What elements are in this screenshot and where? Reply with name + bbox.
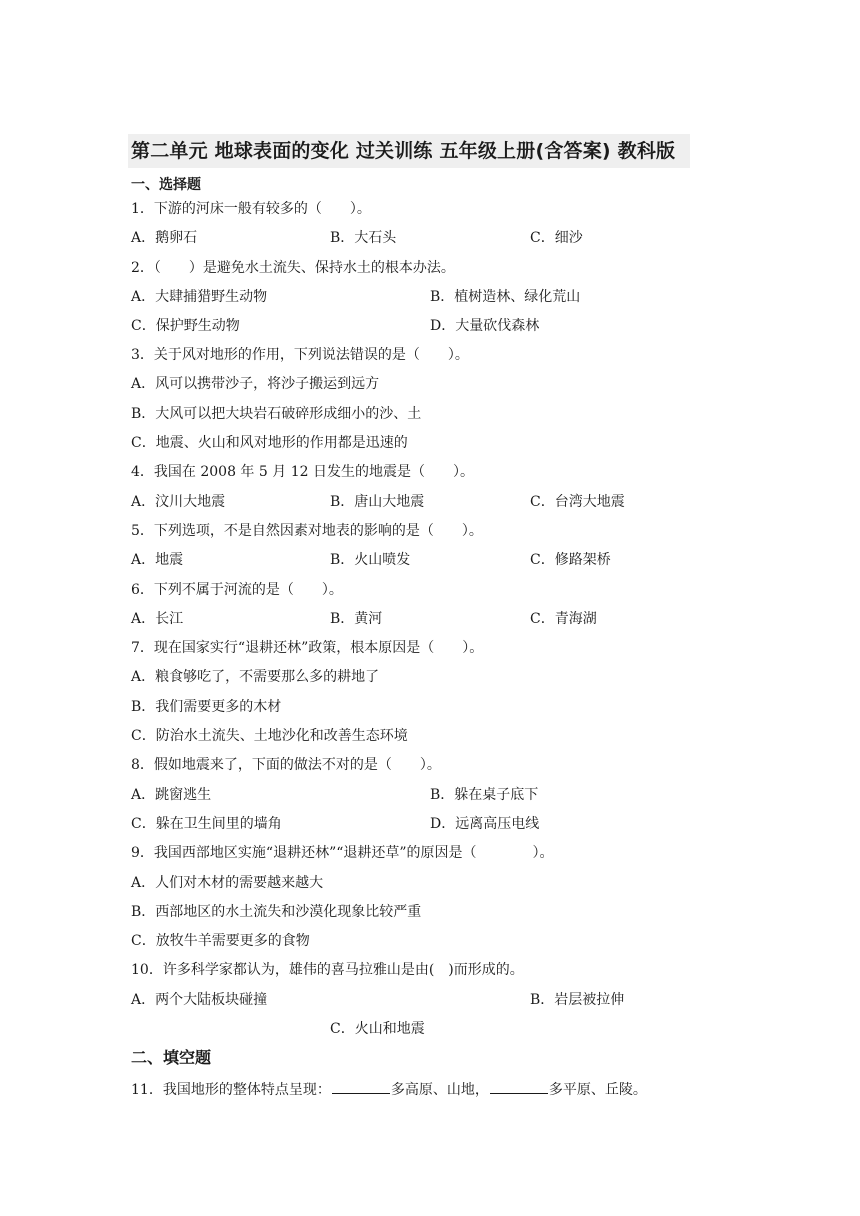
- question-10-option-c: C．火山和地震: [330, 1021, 425, 1037]
- question-8-option-b: B．躲在桌子底下: [430, 787, 539, 803]
- question-8-option-d: D．远离高压电线: [430, 816, 540, 832]
- question-3-option-c: C．地震、火山和风对地形的作用都是迅速的: [131, 435, 408, 451]
- question-4-option-b: B．唐山大地震: [330, 494, 425, 510]
- question-7-option-a: A．粮食够吃了，不需要那么多的耕地了: [131, 669, 380, 685]
- question-2-option-b: B．植树造林、绿化荒山: [430, 289, 581, 305]
- question-2-stem: 2．（ ）是避免水土流失、保持水土的根本办法。: [131, 260, 455, 276]
- question-5-stem: 5．下列选项，不是自然因素对地表的影响的是（ ）。: [131, 523, 483, 539]
- question-5-option-a: A．地震: [131, 552, 184, 568]
- question-1-option-c: C．细沙: [530, 230, 583, 246]
- question-11-part-1: 11．我国地形的整体特点呈现：: [131, 1082, 331, 1098]
- question-3-option-a: A．风可以携带沙子，将沙子搬运到远方: [131, 376, 380, 392]
- question-1-option-b: B．大石头: [330, 230, 397, 246]
- section-fill-heading: 二、填空题: [131, 1048, 212, 1067]
- question-2-option-d: D．大量砍伐森林: [430, 318, 540, 334]
- question-2-option-c: C．保护野生动物: [131, 318, 240, 334]
- question-5-option-c: C．修路架桥: [530, 552, 611, 568]
- question-6-stem: 6．下列不属于河流的是（ ）。: [131, 582, 343, 598]
- question-9-option-b: B．西部地区的水土流失和沙漠化现象比较严重: [131, 904, 422, 920]
- section-choice-heading: 一、选择题: [131, 177, 201, 193]
- question-2-option-a: A．大肆捕猎野生动物: [131, 289, 268, 305]
- question-5-option-b: B．火山喷发: [330, 552, 411, 568]
- question-7-option-b: B．我们需要更多的木材: [131, 699, 282, 715]
- question-1-stem: 1．下游的河床一般有较多的（ ）。: [131, 201, 371, 217]
- document-title: 第二单元 地球表面的变化 过关训练 五年级上册(含答案) 教科版: [131, 140, 676, 162]
- question-11: [131, 1079, 647, 1100]
- question-3-option-b: B．大风可以把大块岩石破碎形成细小的沙、土: [131, 406, 422, 422]
- question-1-option-a: A．鹅卵石: [131, 230, 198, 246]
- question-9-stem: 9．我国西部地区实施“退耕还林”“退耕还草”的原因是（ ）。: [131, 845, 554, 861]
- question-9-option-a: A．人们对木材的需要越来越大: [131, 875, 324, 891]
- question-4-option-c: C．台湾大地震: [530, 494, 625, 510]
- question-6-option-b: B．黄河: [330, 611, 383, 627]
- fill-blank-2[interactable]: [490, 1079, 548, 1094]
- fill-blank-1[interactable]: [332, 1079, 390, 1094]
- question-7-option-c: C．防治水土流失、土地沙化和改善生态环境: [131, 728, 408, 744]
- question-6-option-c: C．青海湖: [530, 611, 597, 627]
- question-3-stem: 3．关于风对地形的作用，下列说法错误的是（ ）。: [131, 347, 469, 363]
- question-11-part-3: 多平原、丘陵。: [548, 1082, 647, 1098]
- question-4-option-a: A．汶川大地震: [131, 494, 226, 510]
- question-10-option-b: B．岩层被拉伸: [530, 992, 625, 1008]
- question-6-option-a: A．长江: [131, 611, 184, 627]
- question-8-option-c: C．躲在卫生间里的墙角: [131, 816, 282, 832]
- question-7-stem: 7．现在国家实行“退耕还林”政策，根本原因是（ ）。: [131, 640, 484, 656]
- question-8-option-a: A．跳窗逃生: [131, 787, 212, 803]
- question-10-option-a: A．两个大陆板块碰撞: [131, 992, 268, 1008]
- question-10-stem: 10．许多科学家都认为，雄伟的喜马拉雅山是由( )而形成的。: [131, 962, 524, 978]
- question-8-stem: 8．假如地震来了，下面的做法不对的是（ ）。: [131, 757, 441, 773]
- question-9-option-c: C．放牧牛羊需要更多的食物: [131, 933, 310, 949]
- question-11-part-2: 多高原、山地，: [390, 1082, 489, 1098]
- question-4-stem: 4．我国在 2008 年 5 月 12 日发生的地震是（ ）。: [131, 464, 474, 480]
